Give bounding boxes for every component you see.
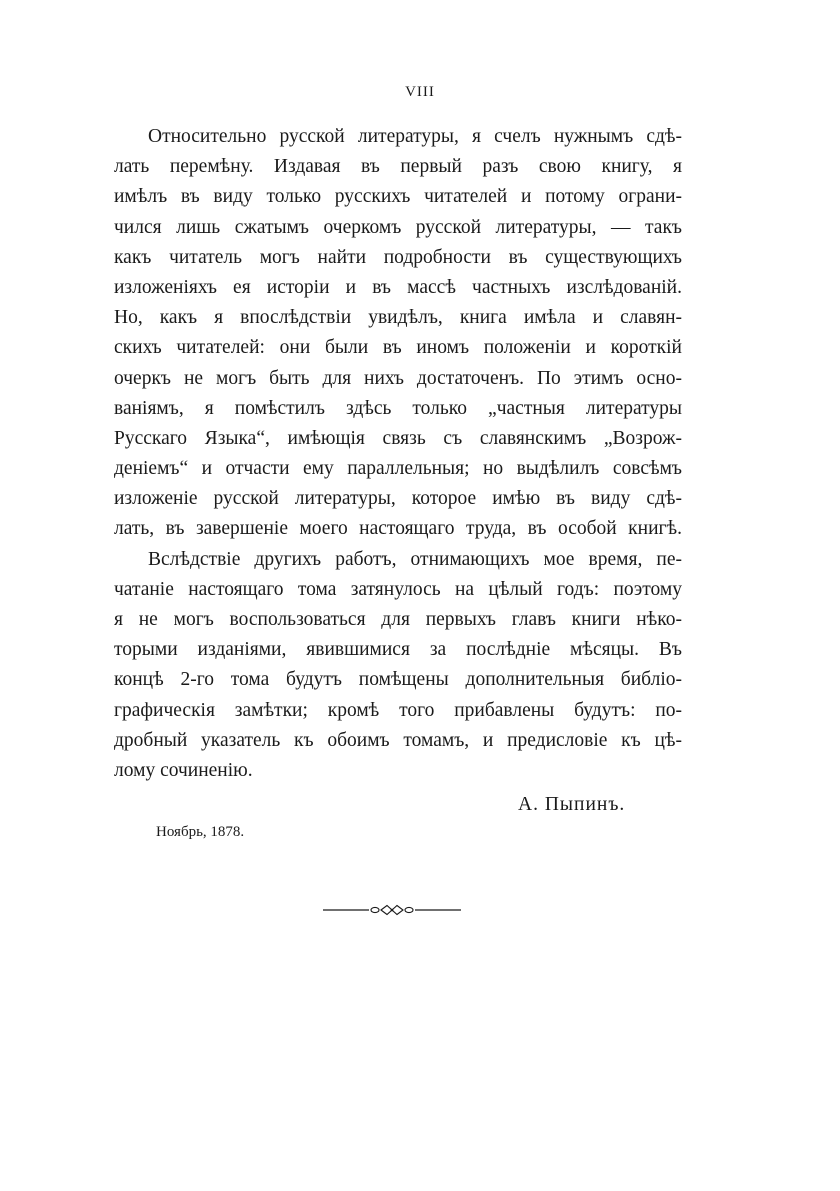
text-line: деніемъ“ и отчасти ему параллельныя; но выдѣлилъ совсѣмъ [114,458,682,480]
date-line: Ноябрь, 1878. [156,824,245,840]
text-line: ваніямъ, я помѣстилъ здѣсь только „частныя литературы [114,397,682,419]
text-line: лать, въ завершеніе моего настоящаго труда, въ особой книгѣ. [114,518,682,540]
text-line: чатаніе настоящаго тома затянулось на цѣлый годъ: поэтому [114,578,682,600]
page-number: VIII [405,84,435,100]
text-line: какъ читатель могъ найти подробности въ существующихъ [114,246,682,268]
text-line: лать перемѣну. Издавая въ первый разъ свою книгу, я [114,156,682,178]
text-line: имѣлъ въ виду только русскихъ читателей и потому ограни- [114,186,682,208]
paragraph-1 [114,122,682,545]
text-line: скихъ читателей: они были въ иномъ положеніи и короткій [114,337,682,359]
text-line: изложеніяхъ ея исторіи и въ массѣ частныхъ изслѣдованій. [114,276,682,298]
text-line: Вслѣдствіе другихъ работъ, отнимающихъ мое время, пе- [148,548,682,570]
paragraph-2 [114,545,682,787]
ornament-divider-icon [323,902,461,918]
text-line: очеркъ не могъ быть для нихъ достаточенъ. По этимъ осно- [114,367,682,389]
text-line: чился лишь сжатымъ очеркомъ русской литературы, — такъ [114,216,682,238]
text-line: Русскаго Языка“, имѣющія связь съ славянскимъ „Возрож- [114,427,682,449]
author-signature: А. Пыпинъ. [518,794,626,815]
text-line: Относительно русской литературы, я счелъ нужнымъ сдѣ- [148,126,682,147]
body-text [114,122,682,786]
text-line: графическія замѣтки; кромѣ того прибавлены будутъ: по- [114,699,682,721]
text-line: я не могъ воспользоваться для первыхъ главъ книги нѣко- [114,609,682,630]
text-line: торыми изданіями, явившимися за послѣдніе мѣсяцы. Въ [114,639,682,661]
text-line: дробный указатель къ обоимъ томамъ, и предисловіе къ цѣ- [114,729,682,751]
text-line: концѣ 2-го тома будутъ помѣщены дополнительныя библіо- [114,669,682,691]
text-line: изложеніе русской литературы, которое имѣю въ виду сдѣ- [114,488,682,510]
text-line: лому сочиненію. [114,759,253,781]
text-line: Но, какъ я впослѣдствіи увидѣлъ, книга имѣла и славян- [114,307,682,329]
